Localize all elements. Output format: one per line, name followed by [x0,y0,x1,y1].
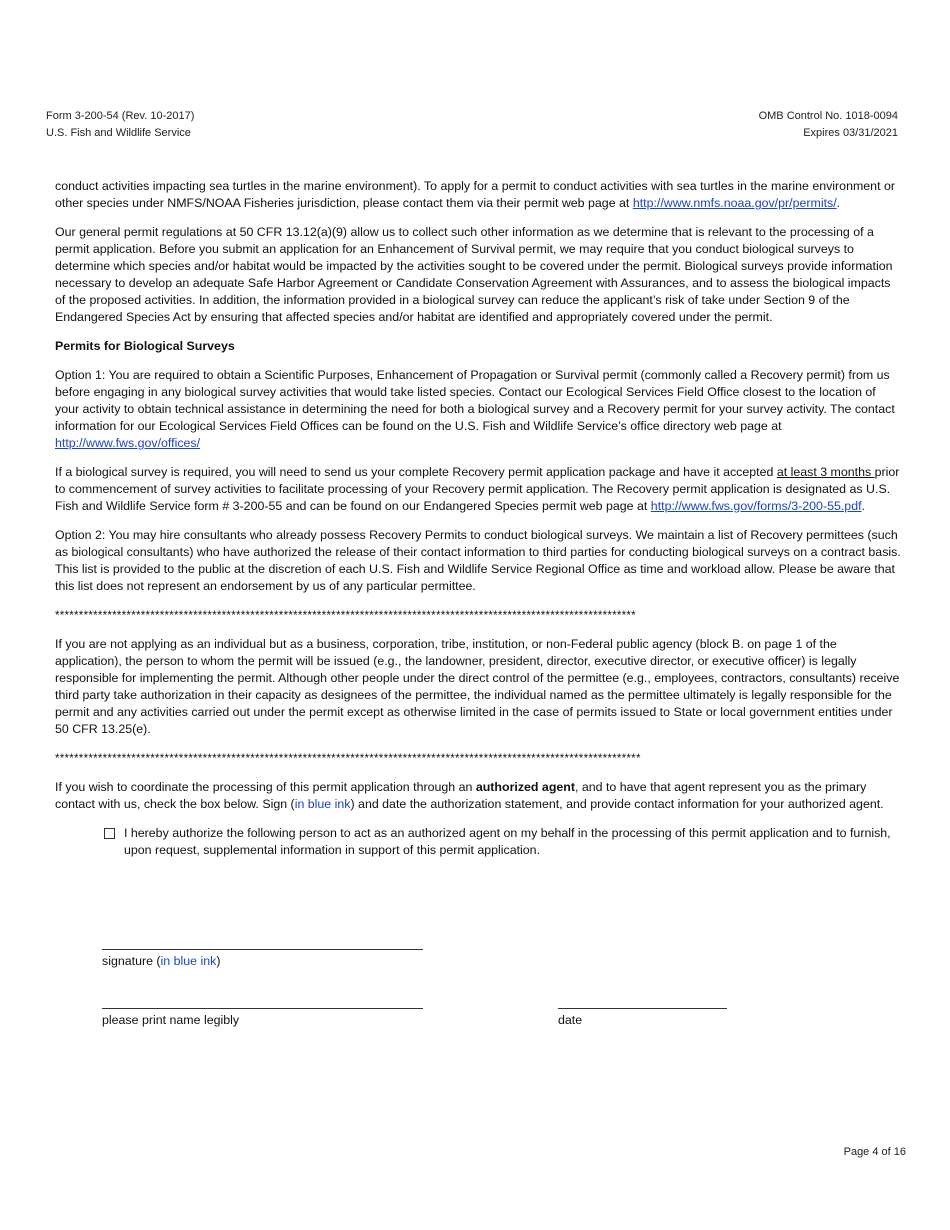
nmfs-permits-link[interactable]: http://www.nmfs.noaa.gov/pr/permits/ [632,196,837,210]
separator: *************************************************************************************************************************** [55,752,641,765]
form-number: Form 3-200-54 (Rev. 10-2017) [46,110,195,122]
nmfs-paragraph: conduct activities impacting sea turtles in the marine environment). To apply for a permit to conduct activities with sea turtles in the marine environment or other species under NMFS/NOAA Fisheries jurisdiction, please contact them via their permit web page at http://www.nmfs.noaa.gov/pr/permits/. [55,179,895,210]
regulations-paragraph: Our general permit regulations at 50 CFR 13.12(a)(9) allow us to collect such other information as we determine that is relevant to the processing of a permit application. Before you submit an application for an Enhancement of Survival permit, we may require that you conduct biological surveys to determine which species and/or habitat would be impacted by the activities sought to be covered under the permit. Biological surveys provide information necessary to develop an adequate Safe Harbor Agreement or Candidate Conservation Agreement with Assurances, and to assess the biological impacts of the proposed activities. In addition, the information provided in a biological survey can reduce the applicant’s risk of take under Section 9 of the Endangered Species Act by ensuring that affected species and/or habitat are identified and appropriately covered under the permit. [55,225,893,324]
omb-control-number: OMB Control No. 1018-0094 [758,110,898,122]
survey-paragraph: If a biological survey is required, you will need to send us your complete Recovery permit application package and have it accepted at least 3 months prior to commencement of survey activities to facilitate processing of your Recovery permit application. The Recovery permit application is designated as U.S. Fish and Wildlife Service form # 3-200-55 and can be found on our Endangered Species permit web page at http://www.fws.gov/forms/3-200-55.pdf. [55,465,900,513]
authorize-agent-checkbox[interactable] [104,828,115,839]
time-requirement: at least 3 months [776,465,875,479]
authorize-statement: I hereby authorize the following person to act as an authorized agent on my behalf in the processing of this permit application and to furnish, upon request, supplemental information in support of this permit application. [124,826,891,857]
separator: ************************************************************************************************************************** [55,609,636,622]
page-number: Page 4 of 16 [843,1146,906,1158]
header-left [46,108,194,142]
section-title: Permits for Biological Surveys [55,339,235,353]
fws-offices-link[interactable]: http://www.fws.gov/offices/ [55,436,201,450]
date-line [558,1008,727,1009]
expiration-date: Expires 03/31/2021 [803,127,898,139]
business-paragraph: If you are not applying as an individual but as a business, corporation, tribe, institution, or non-Federal public agency (block B. on page 1 of the application), the person to whom the permit will be issued (e.g., the landowner, president, director, executive director, or executive officer) is legally responsible for implementing the permit. Although other people under the direct control of the permittee (e.g., employees, contractors, consultants) receive third party take authorization in their capacity as designees of the permittee, the individual named as the permittee ultimately is legally responsible for the permit and any activities carried out under the permit except as otherwise limited in the case of permits issued to State or local government entities under 50 CFR 13.25(e). [55,637,900,736]
print-name-field[interactable] [102,1008,423,1027]
date-field[interactable] [558,1008,727,1027]
agent-paragraph: If you wish to coordinate the processing of this permit application through an authorized agent, and to have that agent represent you as the primary contact with us, check the box below. Sign (in blue ink) and date the authorization statement, and provide contact information for your authorized agent. [55,780,884,811]
date-label: date [558,1013,583,1027]
print-name-label: please print name legibly [102,1013,240,1027]
signature-line [102,949,423,950]
header-right [759,108,898,142]
authorize-agent-row [55,825,903,859]
signature-label: signature (in blue ink) [102,954,221,968]
agency-name: U.S. Fish and Wildlife Service [46,127,191,139]
option1-paragraph: Option 1: You are required to obtain a Scientific Purposes, Enhancement of Propagation or Survival permit (commonly called a Recovery permit) from us before engaging in any biological survey activities that would take listed species. Contact our Ecological Services Field Office closest to the location of your activity to obtain technical assistance in determining the need for both a biological survey and a Recovery permit for your survey activity. The contact information for our Ecological Services Field Offices can be found on the U.S. Fish and Wildlife Service’s office directory web page at http://www.fws.gov/offices/ [55,368,895,450]
signature-field[interactable] [102,949,423,968]
form-3-200-55-link[interactable]: http://www.fws.gov/forms/3-200-55.pdf [650,499,862,513]
option2-paragraph: Option 2: You may hire consultants who already possess Recovery Permits to conduct biological surveys. We maintain a list of Recovery permittees (such as biological consultants) who have authorized the release of their contact information to third parties for conducting biological surveys on a contract basis. This list is provided to the public at the discretion of each U.S. Fish and Wildlife Service Regional Office as time and workload allow. Please be aware that this list does not represent an endorsement by us of any particular permittee. [55,528,901,593]
document-body [55,178,903,859]
print-name-line [102,1008,423,1009]
